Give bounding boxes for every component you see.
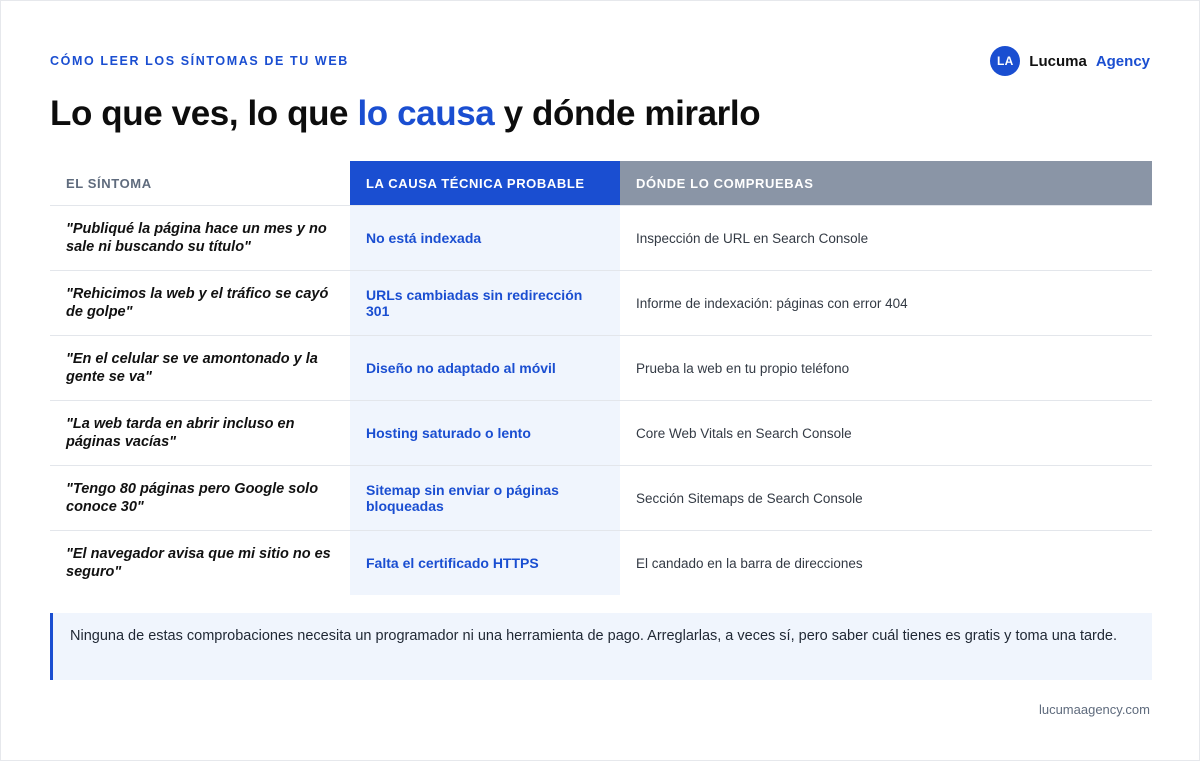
cause-cell: Sitemap sin enviar o páginas bloqueadas <box>350 466 620 530</box>
check-cell: Core Web Vitals en Search Console <box>636 425 852 441</box>
page-title <box>50 94 760 134</box>
brand-badge: LA <box>990 46 1020 76</box>
cause-cell: Falta el certificado HTTPS <box>350 531 620 595</box>
check-cell: Informe de indexación: páginas con error 404 <box>636 295 908 311</box>
symptoms-table <box>50 161 1152 595</box>
footer-url: lucumaagency.com <box>1038 702 1150 717</box>
cause-cell: No está indexada <box>350 206 620 270</box>
brand-agency: Agency <box>1095 52 1150 70</box>
header-check: DÓNDE LO COMPRUEBAS <box>620 161 1152 205</box>
table-row <box>50 205 1152 270</box>
symptom-cell: "En el celular se ve amontonado y la gente se va" <box>66 351 318 385</box>
table-header <box>50 161 1152 205</box>
brand-name: Lucuma <box>1029 52 1087 70</box>
table-row <box>50 465 1152 530</box>
table-row <box>50 270 1152 335</box>
check-cell: Prueba la web en tu propio teléfono <box>636 360 850 376</box>
check-cell: El candado en la barra de direcciones <box>636 555 863 571</box>
table-row <box>50 400 1152 465</box>
header-symptom: EL SÍNTOMA <box>50 161 350 205</box>
symptom-cell: "La web tarda en abrir incluso en páginas vacías" <box>66 416 295 450</box>
callout-note: Ninguna de estas comprobaciones necesita un programador ni una herramienta de pago. Arreglarlas, a veces sí, pero saber cuál tienes es gratis y toma una tarde. <box>50 613 1152 680</box>
cause-cell: Diseño no adaptado al móvil <box>350 336 620 400</box>
cause-cell: Hosting saturado o lento <box>350 401 620 465</box>
symptom-cell: "Tengo 80 páginas pero Google solo conoce 30" <box>66 481 319 515</box>
header-cause: LA CAUSA TÉCNICA PROBABLE <box>350 161 620 205</box>
symptom-cell: "Publiqué la página hace un mes y no sale ni buscando su título" <box>66 221 327 255</box>
symptom-cell: "El navegador avisa que mi sitio no es seguro" <box>66 546 331 580</box>
table-row <box>50 530 1152 595</box>
title-part-after: y dónde mirarlo <box>494 94 761 133</box>
check-cell: Sección Sitemaps de Search Console <box>636 490 863 506</box>
symptom-cell: "Rehicimos la web y el tráfico se cayó de golpe" <box>66 286 329 320</box>
table-row <box>50 335 1152 400</box>
eyebrow-label: CÓMO LEER LOS SÍNTOMAS DE TU WEB <box>50 54 349 68</box>
title-accent: lo causa <box>357 94 495 133</box>
check-cell: Inspección de URL en Search Console <box>636 230 869 246</box>
brand-logo <box>990 46 1150 76</box>
title-part-before: Lo que ves, lo que <box>50 94 358 133</box>
cause-cell: URLs cambiadas sin redirección 301 <box>350 271 620 335</box>
